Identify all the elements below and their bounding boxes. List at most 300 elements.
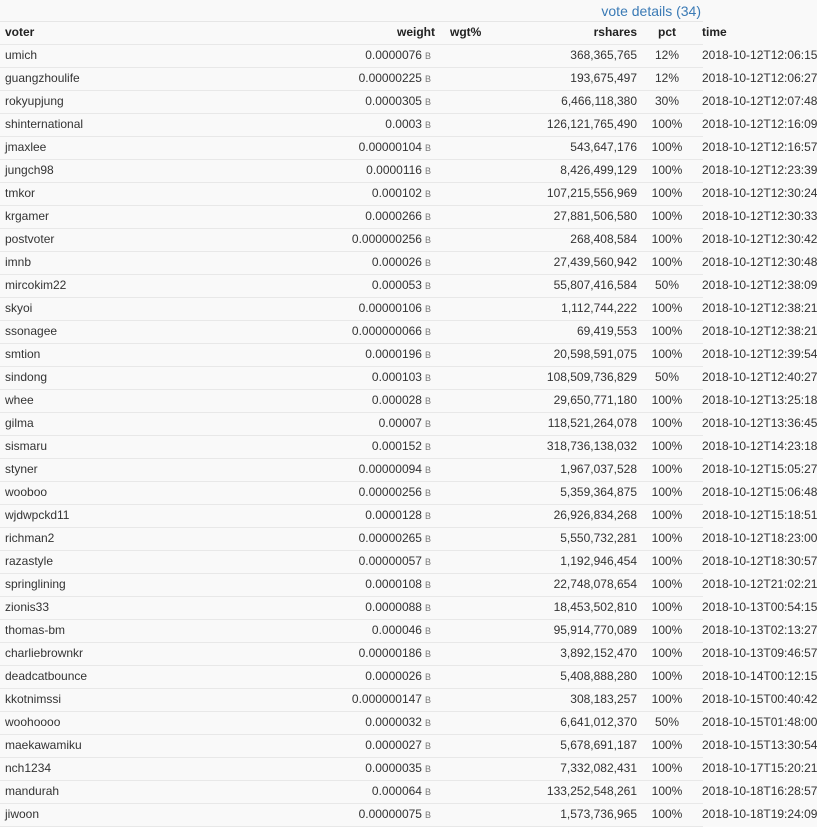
time-cell: 2018-10-12T15:05:27 bbox=[697, 458, 703, 481]
table-row bbox=[0, 182, 703, 205]
wgt-pct-cell bbox=[435, 803, 530, 826]
voter-link[interactable]: rokyupjung bbox=[5, 94, 64, 108]
vote-details-link[interactable]: vote details (34) bbox=[601, 3, 701, 19]
weight-cell bbox=[265, 136, 435, 159]
rshares-cell: 108,509,736,829 bbox=[530, 366, 637, 389]
votes-table-body bbox=[0, 44, 817, 826]
time-cell: 2018-10-12T12:23:39 bbox=[697, 159, 703, 182]
voter-cell bbox=[0, 435, 265, 458]
weight-cell bbox=[265, 389, 435, 412]
weight-value: 0.000000256 bbox=[351, 231, 422, 246]
voter-link[interactable]: wjdwpckd11 bbox=[5, 508, 70, 522]
voter-cell bbox=[0, 366, 265, 389]
column-header-weight[interactable]: weight bbox=[265, 22, 435, 44]
pct-cell: 100% bbox=[637, 642, 697, 665]
weight-value: 0.000064 bbox=[371, 783, 422, 798]
wgt-pct-cell bbox=[435, 458, 530, 481]
rshares-cell: 1,573,736,965 bbox=[530, 803, 637, 826]
weight-value: 0.0000088 bbox=[365, 599, 422, 614]
voter-cell bbox=[0, 596, 265, 619]
weight-unit-icon: B bbox=[424, 441, 431, 452]
wgt-pct-cell bbox=[435, 228, 530, 251]
weight-cell bbox=[265, 711, 435, 734]
table-row bbox=[0, 481, 703, 504]
weight-cell bbox=[265, 320, 435, 343]
column-header-wgt-pct[interactable]: wgt% bbox=[435, 22, 530, 44]
weight-value: 0.00000075 bbox=[358, 806, 422, 821]
time-cell: 2018-10-12T12:16:09 bbox=[697, 113, 703, 136]
rshares-cell: 193,675,497 bbox=[530, 67, 637, 90]
time-cell: 2018-10-18T19:24:09 bbox=[697, 803, 703, 826]
weight-unit-icon: B bbox=[424, 487, 431, 498]
table-row bbox=[0, 780, 703, 803]
voter-link[interactable]: jmaxlee bbox=[5, 140, 47, 154]
time-cell: 2018-10-15T00:40:42 bbox=[697, 688, 703, 711]
weight-unit-icon: B bbox=[424, 464, 431, 475]
pct-cell: 100% bbox=[637, 527, 697, 550]
weight-cell bbox=[265, 67, 435, 90]
pct-cell: 100% bbox=[637, 757, 697, 780]
pct-cell: 100% bbox=[637, 228, 697, 251]
voter-cell bbox=[0, 665, 265, 688]
pct-cell: 100% bbox=[637, 251, 697, 274]
voter-link[interactable]: jungch98 bbox=[5, 163, 54, 177]
pct-cell: 100% bbox=[637, 343, 697, 366]
weight-unit-icon: B bbox=[424, 625, 431, 636]
rshares-cell: 133,252,548,261 bbox=[530, 780, 637, 803]
wgt-pct-cell bbox=[435, 412, 530, 435]
table-row bbox=[0, 320, 703, 343]
weight-value: 0.00000225 bbox=[358, 70, 422, 85]
weight-cell bbox=[265, 757, 435, 780]
pct-cell: 100% bbox=[637, 550, 697, 573]
weight-unit-icon: B bbox=[424, 372, 431, 383]
table-row bbox=[0, 573, 703, 596]
voter-link[interactable]: mircokim22 bbox=[5, 278, 67, 292]
weight-unit-icon: B bbox=[424, 50, 431, 61]
weight-value: 0.00000265 bbox=[358, 530, 422, 545]
voter-cell bbox=[0, 504, 265, 527]
weight-unit-icon: B bbox=[424, 579, 431, 590]
voter-link[interactable]: tmkor bbox=[5, 186, 35, 200]
voter-link[interactable]: razastyle bbox=[5, 554, 54, 568]
voter-link[interactable]: mandurah bbox=[5, 784, 60, 798]
weight-value: 0.0003 bbox=[385, 116, 422, 131]
weight-unit-icon: B bbox=[424, 763, 431, 774]
voter-cell bbox=[0, 619, 265, 642]
weight-unit-icon: B bbox=[424, 165, 431, 176]
table-row bbox=[0, 596, 703, 619]
weight-value: 0.0000108 bbox=[365, 576, 422, 591]
pct-cell: 100% bbox=[637, 458, 697, 481]
wgt-pct-cell bbox=[435, 619, 530, 642]
weight-unit-icon: B bbox=[424, 694, 431, 705]
rshares-cell: 27,439,560,942 bbox=[530, 251, 637, 274]
wgt-pct-cell bbox=[435, 251, 530, 274]
weight-value: 0.000053 bbox=[371, 277, 422, 292]
weight-cell bbox=[265, 44, 435, 67]
pct-cell: 100% bbox=[637, 389, 697, 412]
pct-cell: 50% bbox=[637, 366, 697, 389]
pct-cell: 100% bbox=[637, 688, 697, 711]
rshares-cell: 126,121,765,490 bbox=[530, 113, 637, 136]
weight-cell bbox=[265, 527, 435, 550]
weight-unit-icon: B bbox=[424, 326, 431, 337]
weight-value: 0.000103 bbox=[371, 369, 422, 384]
voter-link[interactable]: wooboo bbox=[5, 485, 48, 499]
weight-cell bbox=[265, 504, 435, 527]
weight-unit-icon: B bbox=[424, 556, 431, 567]
weight-cell bbox=[265, 780, 435, 803]
weight-value: 0.000000147 bbox=[351, 691, 422, 706]
wgt-pct-cell bbox=[435, 343, 530, 366]
table-row bbox=[0, 665, 703, 688]
weight-cell bbox=[265, 274, 435, 297]
voter-link[interactable]: gilma bbox=[5, 416, 34, 430]
wgt-pct-cell bbox=[435, 665, 530, 688]
pct-cell: 100% bbox=[637, 320, 697, 343]
voter-cell bbox=[0, 734, 265, 757]
time-cell: 2018-10-14T00:12:15 bbox=[697, 665, 703, 688]
rshares-cell: 5,550,732,281 bbox=[530, 527, 637, 550]
rshares-cell: 6,641,012,370 bbox=[530, 711, 637, 734]
rshares-cell: 69,419,553 bbox=[530, 320, 637, 343]
weight-cell bbox=[265, 228, 435, 251]
time-cell: 2018-10-12T12:07:48 bbox=[697, 90, 703, 113]
weight-cell bbox=[265, 573, 435, 596]
time-cell: 2018-10-12T12:06:15 bbox=[697, 44, 703, 67]
table-row bbox=[0, 44, 703, 67]
weight-value: 0.0000196 bbox=[365, 346, 422, 361]
voter-cell bbox=[0, 389, 265, 412]
pct-cell: 100% bbox=[637, 297, 697, 320]
wgt-pct-cell bbox=[435, 366, 530, 389]
voter-cell bbox=[0, 343, 265, 366]
column-header-rshares[interactable]: rshares bbox=[530, 22, 637, 44]
wgt-pct-cell bbox=[435, 113, 530, 136]
weight-cell bbox=[265, 159, 435, 182]
weight-value: 0.0000027 bbox=[365, 737, 422, 752]
weight-unit-icon: B bbox=[424, 602, 431, 613]
voter-link[interactable]: imnb bbox=[5, 255, 32, 269]
weight-unit-icon: B bbox=[424, 303, 431, 314]
weight-value: 0.0000026 bbox=[365, 668, 422, 683]
weight-unit-icon: B bbox=[424, 648, 431, 659]
time-cell: 2018-10-18T16:28:57 bbox=[697, 780, 703, 803]
time-cell: 2018-10-12T12:06:27 bbox=[697, 67, 703, 90]
table-row bbox=[0, 366, 703, 389]
wgt-pct-cell bbox=[435, 550, 530, 573]
rshares-cell: 3,892,152,470 bbox=[530, 642, 637, 665]
weight-value: 0.0000076 bbox=[365, 47, 422, 62]
column-header-pct[interactable]: pct bbox=[637, 22, 697, 44]
pct-cell: 100% bbox=[637, 596, 697, 619]
weight-cell bbox=[265, 550, 435, 573]
time-cell: 2018-10-13T09:46:57 bbox=[697, 642, 703, 665]
voter-cell bbox=[0, 251, 265, 274]
voter-cell bbox=[0, 550, 265, 573]
voter-link[interactable]: springlining bbox=[5, 577, 66, 591]
wgt-pct-cell bbox=[435, 205, 530, 228]
table-row bbox=[0, 803, 703, 826]
wgt-pct-cell bbox=[435, 159, 530, 182]
weight-value: 0.00000094 bbox=[358, 461, 422, 476]
rshares-cell: 268,408,584 bbox=[530, 228, 637, 251]
rshares-cell: 5,359,364,875 bbox=[530, 481, 637, 504]
voter-link[interactable]: umich bbox=[5, 48, 38, 62]
rshares-cell: 18,453,502,810 bbox=[530, 596, 637, 619]
pct-cell: 100% bbox=[637, 113, 697, 136]
pct-cell: 100% bbox=[637, 159, 697, 182]
voter-link[interactable]: richman2 bbox=[5, 531, 55, 545]
wgt-pct-cell bbox=[435, 136, 530, 159]
time-cell: 2018-10-12T12:30:33 bbox=[697, 205, 703, 228]
weight-unit-icon: B bbox=[424, 349, 431, 360]
time-cell: 2018-10-12T14:23:18 bbox=[697, 435, 703, 458]
table-row bbox=[0, 274, 703, 297]
wgt-pct-cell bbox=[435, 182, 530, 205]
voter-link[interactable]: sindong bbox=[5, 370, 48, 384]
voter-cell bbox=[0, 113, 265, 136]
pct-cell: 100% bbox=[637, 665, 697, 688]
voter-cell bbox=[0, 228, 265, 251]
voter-cell bbox=[0, 481, 265, 504]
voter-link[interactable]: zionis33 bbox=[5, 600, 50, 614]
weight-unit-icon: B bbox=[424, 533, 431, 544]
voter-link[interactable]: jiwoon bbox=[5, 807, 40, 821]
pct-cell: 30% bbox=[637, 90, 697, 113]
weight-value: 0.00000186 bbox=[358, 645, 422, 660]
time-cell: 2018-10-12T12:16:57 bbox=[697, 136, 703, 159]
table-row bbox=[0, 67, 703, 90]
rshares-cell: 5,678,691,187 bbox=[530, 734, 637, 757]
pct-cell: 100% bbox=[637, 504, 697, 527]
column-header-voter[interactable]: voter bbox=[0, 22, 265, 44]
time-cell: 2018-10-12T12:39:54 bbox=[697, 343, 703, 366]
time-cell: 2018-10-12T21:02:21 bbox=[697, 573, 703, 596]
voter-cell bbox=[0, 297, 265, 320]
wgt-pct-cell bbox=[435, 44, 530, 67]
votes-table bbox=[0, 22, 817, 827]
wgt-pct-cell bbox=[435, 67, 530, 90]
rshares-cell: 6,466,118,380 bbox=[530, 90, 637, 113]
rshares-cell: 26,926,834,268 bbox=[530, 504, 637, 527]
weight-unit-icon: B bbox=[424, 786, 431, 797]
weight-unit-icon: B bbox=[424, 257, 431, 268]
table-row bbox=[0, 619, 703, 642]
voter-link[interactable]: styner bbox=[5, 462, 38, 476]
wgt-pct-cell bbox=[435, 573, 530, 596]
voter-cell bbox=[0, 642, 265, 665]
wgt-pct-cell bbox=[435, 642, 530, 665]
weight-cell bbox=[265, 297, 435, 320]
voter-cell bbox=[0, 711, 265, 734]
pct-cell: 50% bbox=[637, 274, 697, 297]
weight-cell bbox=[265, 366, 435, 389]
voter-link[interactable]: nch1234 bbox=[5, 761, 52, 775]
voter-link[interactable]: smtion bbox=[5, 347, 41, 361]
weight-value: 0.00000104 bbox=[358, 139, 422, 154]
weight-unit-icon: B bbox=[424, 119, 431, 130]
weight-unit-icon: B bbox=[424, 717, 431, 728]
voter-cell bbox=[0, 159, 265, 182]
weight-cell bbox=[265, 596, 435, 619]
weight-value: 0.0000035 bbox=[365, 760, 422, 775]
weight-cell bbox=[265, 343, 435, 366]
weight-value: 0.000000066 bbox=[351, 323, 422, 338]
table-row bbox=[0, 251, 703, 274]
voter-cell bbox=[0, 527, 265, 550]
table-row bbox=[0, 642, 703, 665]
wgt-pct-cell bbox=[435, 757, 530, 780]
rshares-cell: 118,521,264,078 bbox=[530, 412, 637, 435]
table-row bbox=[0, 159, 703, 182]
rshares-cell: 29,650,771,180 bbox=[530, 389, 637, 412]
weight-value: 0.0000032 bbox=[365, 714, 422, 729]
time-cell: 2018-10-12T18:30:57 bbox=[697, 550, 703, 573]
voter-link[interactable]: maekawamiku bbox=[5, 738, 82, 752]
weight-unit-icon: B bbox=[424, 395, 431, 406]
pct-cell: 100% bbox=[637, 182, 697, 205]
pct-cell: 100% bbox=[637, 412, 697, 435]
wgt-pct-cell bbox=[435, 596, 530, 619]
wgt-pct-cell bbox=[435, 481, 530, 504]
rshares-cell: 1,192,946,454 bbox=[530, 550, 637, 573]
weight-unit-icon: B bbox=[424, 142, 431, 153]
time-cell: 2018-10-15T01:48:00 bbox=[697, 711, 703, 734]
weight-unit-icon: B bbox=[424, 188, 431, 199]
voter-link[interactable]: ssonagee bbox=[5, 324, 58, 338]
table-row bbox=[0, 343, 703, 366]
voter-link[interactable]: krgamer bbox=[5, 209, 50, 223]
voter-cell bbox=[0, 274, 265, 297]
pct-cell: 100% bbox=[637, 481, 697, 504]
time-cell: 2018-10-12T12:30:24 bbox=[697, 182, 703, 205]
rshares-cell: 1,112,744,222 bbox=[530, 297, 637, 320]
weight-value: 0.0000128 bbox=[365, 507, 422, 522]
time-cell: 2018-10-17T15:20:21 bbox=[697, 757, 703, 780]
table-row bbox=[0, 711, 703, 734]
weight-unit-icon: B bbox=[424, 234, 431, 245]
rshares-cell: 7,332,082,431 bbox=[530, 757, 637, 780]
rshares-cell: 55,807,416,584 bbox=[530, 274, 637, 297]
voter-link[interactable]: guangzhoulife bbox=[5, 71, 80, 85]
time-cell: 2018-10-12T12:40:27 bbox=[697, 366, 703, 389]
time-cell: 2018-10-12T12:30:48 bbox=[697, 251, 703, 274]
table-row bbox=[0, 389, 703, 412]
wgt-pct-cell bbox=[435, 274, 530, 297]
rshares-cell: 1,967,037,528 bbox=[530, 458, 637, 481]
table-row bbox=[0, 412, 703, 435]
voter-link[interactable]: kkotnimssi bbox=[5, 692, 62, 706]
weight-value: 0.00007 bbox=[378, 415, 422, 430]
time-cell: 2018-10-12T12:30:42 bbox=[697, 228, 703, 251]
weight-cell bbox=[265, 458, 435, 481]
pct-cell: 12% bbox=[637, 67, 697, 90]
weight-unit-icon: B bbox=[424, 280, 431, 291]
table-row bbox=[0, 205, 703, 228]
pct-cell: 100% bbox=[637, 780, 697, 803]
wgt-pct-cell bbox=[435, 435, 530, 458]
voter-cell bbox=[0, 320, 265, 343]
weight-unit-icon: B bbox=[424, 809, 431, 820]
voter-cell bbox=[0, 44, 265, 67]
weight-value: 0.00000057 bbox=[358, 553, 422, 568]
table-row bbox=[0, 504, 703, 527]
voter-link[interactable]: charliebrownkr bbox=[5, 646, 84, 660]
pct-cell: 100% bbox=[637, 435, 697, 458]
pct-cell: 100% bbox=[637, 619, 697, 642]
table-row bbox=[0, 435, 703, 458]
wgt-pct-cell bbox=[435, 389, 530, 412]
weight-unit-icon: B bbox=[424, 418, 431, 429]
voter-link[interactable]: postvoter bbox=[5, 232, 55, 246]
rshares-cell: 8,426,499,129 bbox=[530, 159, 637, 182]
wgt-pct-cell bbox=[435, 734, 530, 757]
weight-value: 0.00000106 bbox=[358, 300, 422, 315]
pct-cell: 100% bbox=[637, 734, 697, 757]
weight-value: 0.0000305 bbox=[365, 93, 422, 108]
wgt-pct-cell bbox=[435, 527, 530, 550]
pct-cell: 50% bbox=[637, 711, 697, 734]
pct-cell: 100% bbox=[637, 205, 697, 228]
wgt-pct-cell bbox=[435, 320, 530, 343]
table-row bbox=[0, 90, 703, 113]
time-cell: 2018-10-15T13:30:54 bbox=[697, 734, 703, 757]
voter-cell bbox=[0, 780, 265, 803]
pct-cell: 100% bbox=[637, 573, 697, 596]
voter-link[interactable]: woohoooo bbox=[5, 715, 61, 729]
weight-cell bbox=[265, 412, 435, 435]
rshares-cell: 27,881,506,580 bbox=[530, 205, 637, 228]
rshares-cell: 5,408,888,280 bbox=[530, 665, 637, 688]
voter-cell bbox=[0, 458, 265, 481]
weight-unit-icon: B bbox=[424, 740, 431, 751]
rshares-cell: 368,365,765 bbox=[530, 44, 637, 67]
voter-cell bbox=[0, 803, 265, 826]
time-cell: 2018-10-12T12:38:21 bbox=[697, 297, 703, 320]
weight-value: 0.0000116 bbox=[366, 162, 422, 177]
voter-cell bbox=[0, 205, 265, 228]
rshares-cell: 20,598,591,075 bbox=[530, 343, 637, 366]
time-cell: 2018-10-13T00:54:15 bbox=[697, 596, 703, 619]
voter-cell bbox=[0, 573, 265, 596]
weight-cell bbox=[265, 113, 435, 136]
pct-cell: 100% bbox=[637, 803, 697, 826]
voter-link[interactable]: shinternational bbox=[5, 117, 84, 131]
weight-unit-icon: B bbox=[424, 671, 431, 682]
voter-link[interactable]: whee bbox=[5, 393, 34, 407]
weight-value: 0.000152 bbox=[371, 438, 422, 453]
voter-link[interactable]: deadcatbounce bbox=[5, 669, 88, 683]
voter-cell bbox=[0, 412, 265, 435]
voter-link[interactable]: skyoi bbox=[5, 301, 33, 315]
vote-details-header bbox=[0, 0, 703, 22]
weight-unit-icon: B bbox=[424, 96, 431, 107]
rshares-cell: 95,914,770,089 bbox=[530, 619, 637, 642]
voter-link[interactable]: thomas-bm bbox=[5, 623, 66, 637]
time-cell: 2018-10-12T13:25:18 bbox=[697, 389, 703, 412]
time-cell: 2018-10-13T02:13:27 bbox=[697, 619, 703, 642]
table-row bbox=[0, 527, 703, 550]
weight-value: 0.00000256 bbox=[358, 484, 422, 499]
voter-link[interactable]: sismaru bbox=[5, 439, 48, 453]
voter-cell bbox=[0, 136, 265, 159]
rshares-cell: 107,215,556,969 bbox=[530, 182, 637, 205]
column-header-time[interactable]: time bbox=[697, 22, 703, 44]
weight-cell bbox=[265, 734, 435, 757]
weight-cell bbox=[265, 688, 435, 711]
